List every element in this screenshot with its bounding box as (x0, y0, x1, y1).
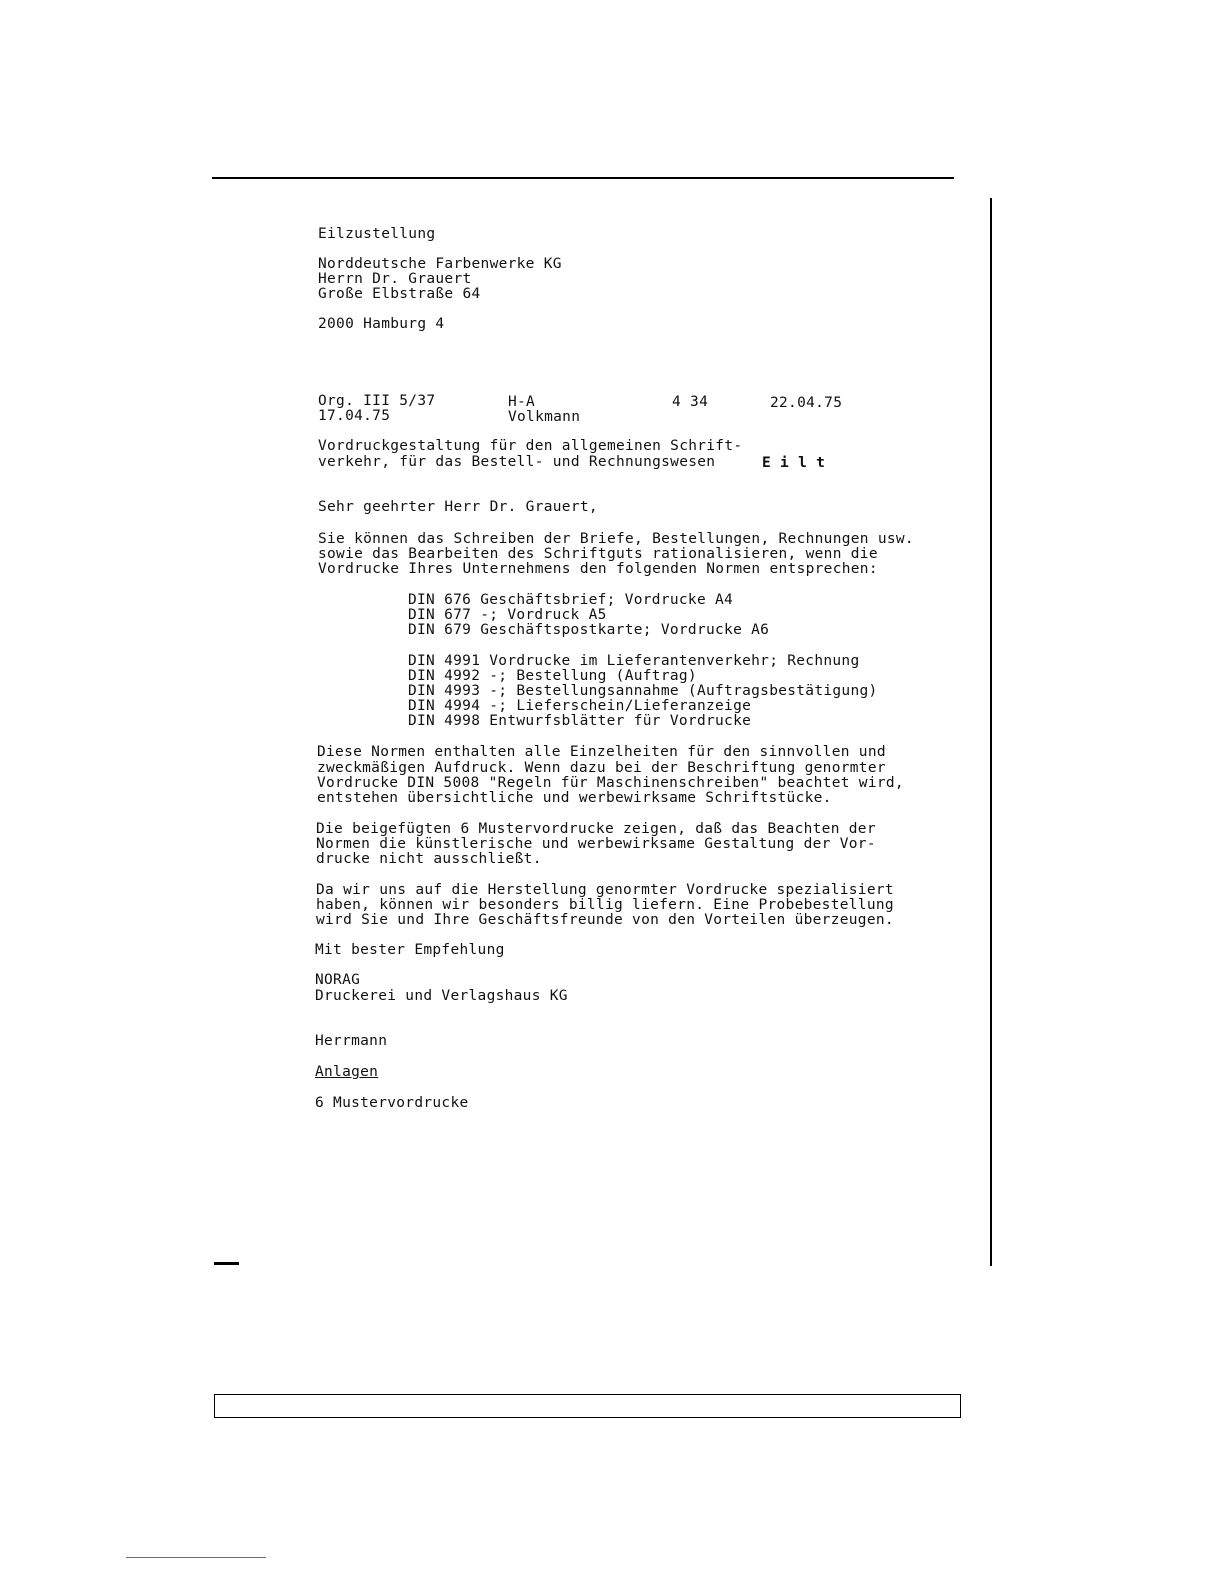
sender-company: NORAG (315, 972, 361, 988)
intro-line: Sie können das Schreiben der Briefe, Bestellungen, Rechnungen usw. (318, 531, 914, 547)
paragraph-line: Normen die künstlerische und werbewirksame Gestaltung der Vor- (316, 836, 876, 852)
norm-item: DIN 4994 -; Lieferschein/Lieferanzeige (408, 698, 752, 714)
corner-line (126, 1557, 266, 1558)
recipient-company: Norddeutsche Farbenwerke KG (318, 256, 562, 272)
right-margin-rule (990, 198, 992, 1266)
recipient-city: 2000 Hamburg 4 (318, 316, 445, 332)
recipient-street: Große Elbstraße 64 (318, 286, 481, 302)
top-rule (212, 177, 954, 179)
norm-item: DIN 4991 Vordrucke im Lieferantenverkehr; Rechnung (408, 653, 860, 669)
signature-name: Herrmann (315, 1033, 388, 1049)
norm-item: DIN 679 Geschäftspostkarte; Vordrucke A6 (408, 622, 770, 638)
subject-line-2: verkehr, für das Bestell- und Rechnungswesen (318, 454, 716, 470)
ref-date: 22.04.75 (770, 395, 843, 411)
norm-item: DIN 4998 Entwurfsblätter für Vordrucke (408, 713, 752, 729)
delivery-note: Eilzustellung (318, 226, 436, 242)
paragraph-line: Da wir uns auf die Herstellung genormter Vordrucke spezialisiert (316, 882, 894, 898)
footer-box (214, 1394, 961, 1418)
norm-item: DIN 4992 -; Bestellung (Auftrag) (408, 668, 697, 684)
ref-your-date: 17.04.75 (318, 408, 391, 424)
sender-company-line-2: Druckerei und Verlagshaus KG (315, 988, 568, 1004)
paragraph-line: Vordrucke DIN 5008 "Regeln für Maschinenschreiben" beachtet wird, (317, 775, 904, 791)
norm-item: DIN 677 -; Vordruck A5 (408, 607, 607, 623)
enclosures-label: Anlagen (315, 1064, 379, 1080)
intro-line: sowie das Bearbeiten des Schriftguts rationalisieren, wenn die (318, 546, 878, 562)
ref-our-ref: H-A (508, 394, 536, 410)
paragraph-line: drucke nicht ausschließt. (316, 851, 542, 867)
ref-phone-ext: 4 34 (672, 394, 709, 410)
salutation: Sehr geehrter Herr Dr. Grauert, (318, 499, 598, 515)
paragraph-line: wird Sie und Ihre Geschäftsfreunde von den Vorteilen überzeugen. (316, 912, 894, 928)
paragraph-line: haben, können wir besonders billig liefern. Eine Probebestellung (316, 897, 894, 913)
paragraph-line: zweckmäßigen Aufdruck. Wenn dazu bei der Beschriftung genormter (317, 760, 886, 776)
ref-your-ref: Org. III 5/37 (318, 393, 436, 409)
recipient-attention: Herrn Dr. Grauert (318, 271, 472, 287)
enclosures: 6 Mustervordrucke (315, 1095, 469, 1111)
subject-line-1: Vordruckgestaltung für den allgemeinen Schrift- (318, 438, 743, 454)
closing: Mit bester Empfehlung (315, 942, 505, 958)
norm-item: DIN 4993 -; Bestellungsannahme (Auftragsbestätigung) (408, 683, 878, 699)
intro-line: Vordrucke Ihres Unternehmens den folgenden Normen entsprechen: (318, 561, 878, 577)
paragraph-line: Diese Normen enthalten alle Einzelheiten für den sinnvollen und (317, 744, 886, 760)
fold-mark (214, 1262, 239, 1265)
urgent-mark: E i l t (762, 455, 826, 471)
ref-clerk: Volkmann (508, 409, 581, 425)
norm-item: DIN 676 Geschäftsbrief; Vordrucke A4 (408, 592, 734, 608)
paragraph-line: Die beigefügten 6 Mustervordrucke zeigen, daß das Beachten der (316, 821, 876, 837)
paragraph-line: entstehen übersichtliche und werbewirksame Schriftstücke. (317, 790, 832, 806)
